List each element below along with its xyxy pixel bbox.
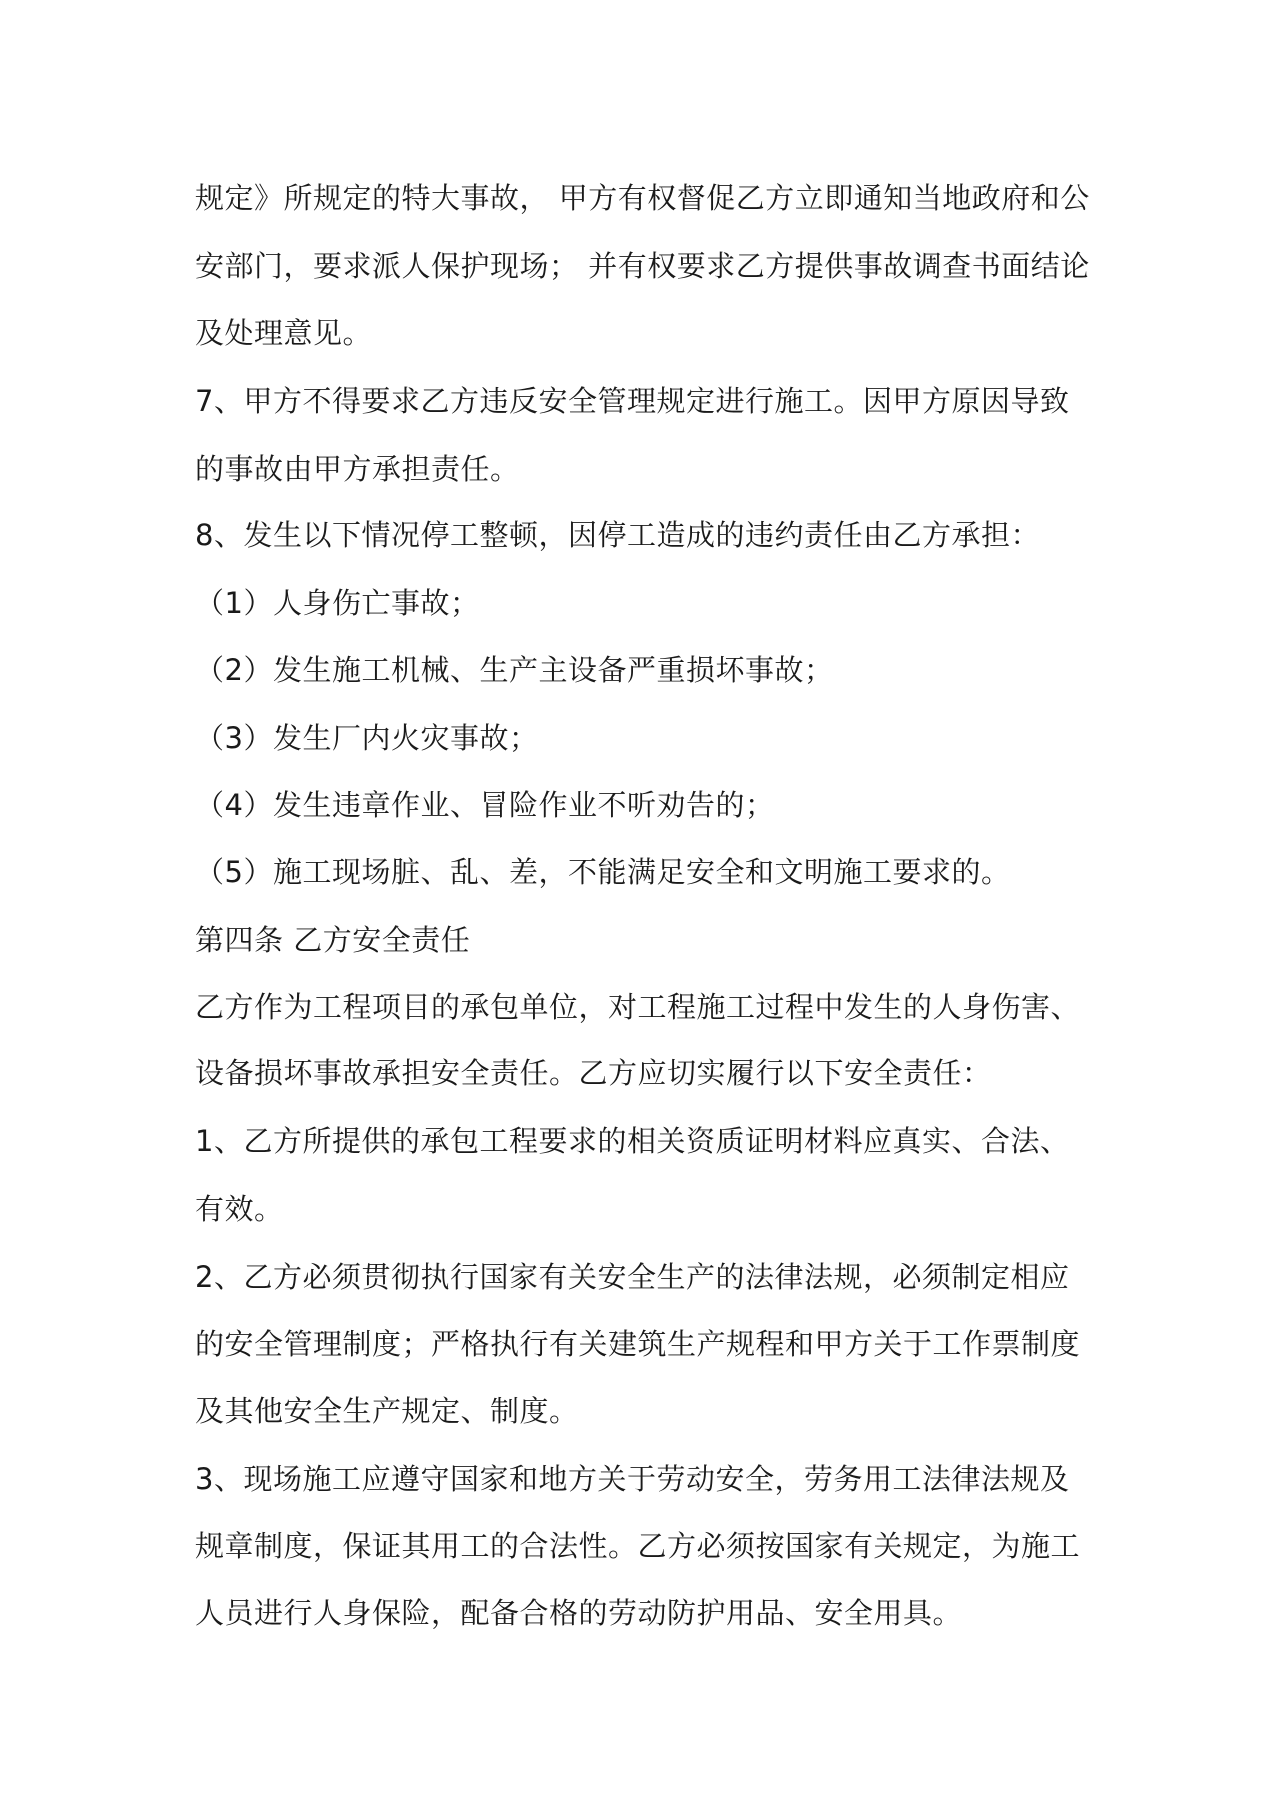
text-line: 3、现场施工应遵守国家和地方关于劳动安全，劳务用工法律法规及 [195,1462,1070,1496]
text-line: 及其他安全生产规定、制度。 [195,1394,579,1428]
text-line: 8、发生以下情况停工整顿，因停工造成的违约责任由乙方承担： [195,518,1040,552]
text-line: （5）施工现场脏、乱、差，不能满足安全和文明施工要求的。 [195,855,1011,889]
text-line: （3）发生厂内火灾事故； [195,721,539,755]
text-line: 有效。 [195,1192,284,1226]
text-line: 乙方作为工程项目的承包单位，对工程施工过程中发生的人身伤害、 [195,990,1081,1024]
text-line: 设备损坏事故承担安全责任。乙方应切实履行以下安全责任： [195,1056,992,1090]
section-heading: 第四条 乙方安全责任 [195,923,471,957]
text-line: 安部门，要求派人保护现场； 并有权要求乙方提供事故调查书面结论 [195,249,1090,283]
text-line: 7、甲方不得要求乙方违反安全管理规定进行施工。因甲方原因导致 [195,384,1070,418]
text-line: （2）发生施工机械、生产主设备严重损坏事故； [195,653,834,687]
text-line: 的事故由甲方承担责任。 [195,452,520,486]
text-line: （1）人身伤亡事故； [195,586,480,620]
text-line: （4）发生违章作业、冒险作业不听劝告的； [195,788,775,822]
text-line: 2、乙方必须贯彻执行国家有关安全生产的法律法规，必须制定相应 [195,1260,1070,1294]
text-line: 的安全管理制度；严格执行有关建筑生产规程和甲方关于工作票制度 [195,1327,1081,1361]
text-line: 1、乙方所提供的承包工程要求的相关资质证明材料应真实、合法、 [195,1124,1070,1158]
text-line: 人员进行人身保险，配备合格的劳动防护用品、安全用具。 [195,1596,963,1630]
text-line: 规定》所规定的特大事故， 甲方有权督促乙方立即通知当地政府和公 [195,181,1090,215]
text-line: 规章制度，保证其用工的合法性。乙方必须按国家有关规定，为施工 [195,1529,1081,1563]
text-line: 及处理意见。 [195,316,373,350]
